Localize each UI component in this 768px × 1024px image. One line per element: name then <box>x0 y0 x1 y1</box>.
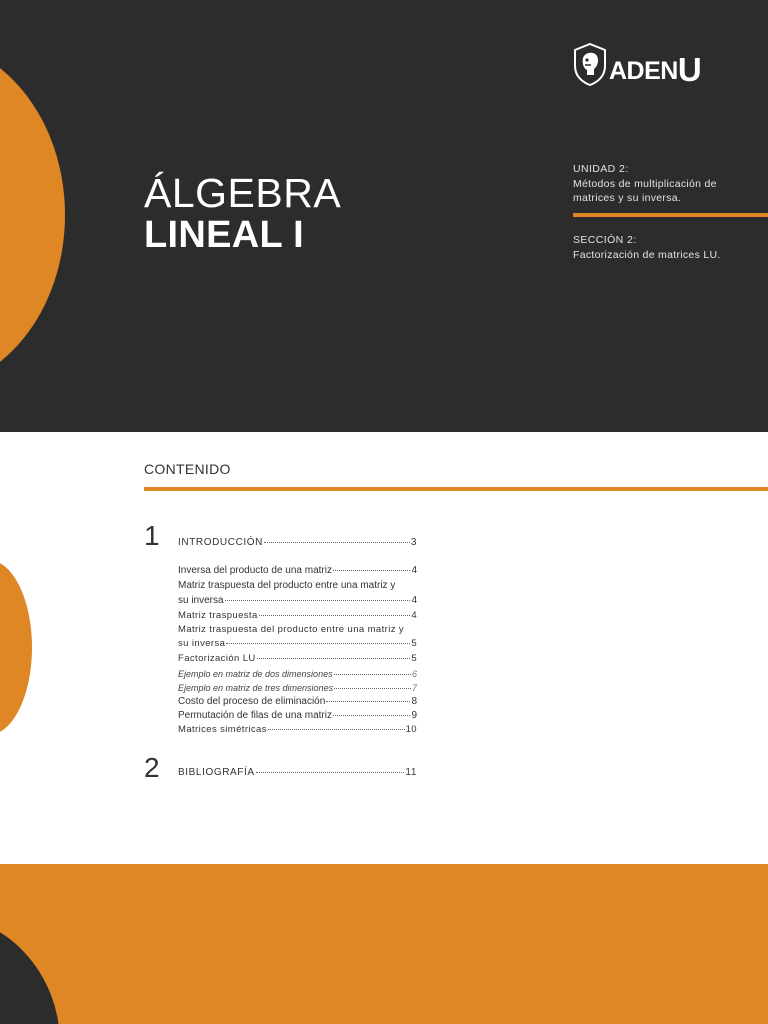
header-divider <box>573 213 768 217</box>
toc-entry-line[interactable]: Matriz traspuesta del producto entre una matriz y <box>178 580 396 591</box>
logo-wordmark <box>609 49 701 87</box>
toc-entry[interactable] <box>178 723 417 737</box>
toc-label: Matriz traspuesta <box>178 610 258 621</box>
dot-leader <box>326 701 410 702</box>
logo-text-u: U <box>677 51 702 88</box>
toc-label: Costo del proceso de eliminación <box>178 696 326 707</box>
toc-label: su inversa <box>178 595 224 606</box>
toc-entry[interactable] <box>178 667 417 681</box>
dot-leader <box>264 542 410 543</box>
dot-leader <box>226 643 410 644</box>
toc-label: Factorización LU <box>178 653 256 664</box>
toc-entry[interactable] <box>178 709 417 723</box>
contents-divider <box>144 487 768 491</box>
dot-leader <box>225 600 411 601</box>
toc-page: 4 <box>411 610 417 621</box>
cover-header <box>0 0 768 432</box>
decorative-footer-circle <box>0 914 60 1024</box>
dot-leader <box>333 570 410 571</box>
toc-page: 5 <box>411 638 417 649</box>
toc-entry[interactable] <box>178 564 417 578</box>
toc-label: Inversa del producto de una matriz <box>178 565 332 576</box>
toc-page: 8 <box>411 696 417 707</box>
shield-icon <box>572 42 608 86</box>
cover-footer <box>0 864 768 1024</box>
logo-text: ADEN <box>609 57 678 85</box>
toc-page: 4 <box>411 595 417 606</box>
toc-entry[interactable] <box>178 681 417 695</box>
toc-page: 6 <box>411 669 417 679</box>
chapter-number: 2 <box>144 752 160 783</box>
dot-leader <box>268 729 405 730</box>
section-text: Factorización de matrices LU. <box>573 249 721 261</box>
toc-page: 9 <box>411 710 417 721</box>
dot-leader <box>334 674 411 675</box>
title-line2: LINEAL I <box>144 214 305 256</box>
dot-leader <box>256 772 405 773</box>
toc-entry-line[interactable]: Matriz traspuesta del producto entre una matriz y <box>178 624 405 635</box>
toc-page: 11 <box>405 767 417 778</box>
dot-leader <box>259 615 411 616</box>
toc-page: 3 <box>410 537 417 548</box>
toc-entry[interactable] <box>178 594 417 608</box>
toc-page: 7 <box>411 683 417 693</box>
decorative-circle <box>0 40 65 390</box>
toc-entry[interactable] <box>178 609 417 623</box>
dot-leader <box>334 688 411 689</box>
toc-page: 5 <box>411 653 417 664</box>
toc-page: 4 <box>411 565 417 576</box>
toc-label: INTRODUCCIÓN <box>178 537 263 548</box>
unit-label: UNIDAD 2: <box>573 163 629 175</box>
toc-label: Permutación de filas de una matriz <box>178 710 332 721</box>
toc-label: BIBLIOGRAFÍA <box>178 767 255 778</box>
toc-entry[interactable] <box>178 536 417 550</box>
toc-label: Ejemplo en matriz de tres dimensiones <box>178 683 334 693</box>
dot-leader <box>257 658 411 659</box>
toc-label: Matrices simétricas <box>178 724 267 735</box>
toc-entry[interactable] <box>178 637 417 651</box>
section-label: SECCIÓN 2: <box>573 234 637 246</box>
aden-logo <box>572 42 708 88</box>
decorative-side-circle <box>0 560 32 735</box>
contents-title: CONTENIDO <box>144 461 231 477</box>
dot-leader <box>333 715 410 716</box>
toc-label: Ejemplo en matriz de dos dimensiones <box>178 669 333 679</box>
toc-entry[interactable] <box>178 766 417 780</box>
chapter-number: 1 <box>144 520 160 551</box>
toc-entry[interactable] <box>178 652 417 666</box>
title-line1: ÁLGEBRA <box>144 170 342 216</box>
toc-page: 10 <box>405 724 417 735</box>
toc-entry[interactable] <box>178 695 417 709</box>
toc-label: su inversa <box>178 638 226 649</box>
unit-text: Métodos de multiplicación de matrices y su inversa. <box>573 178 717 204</box>
